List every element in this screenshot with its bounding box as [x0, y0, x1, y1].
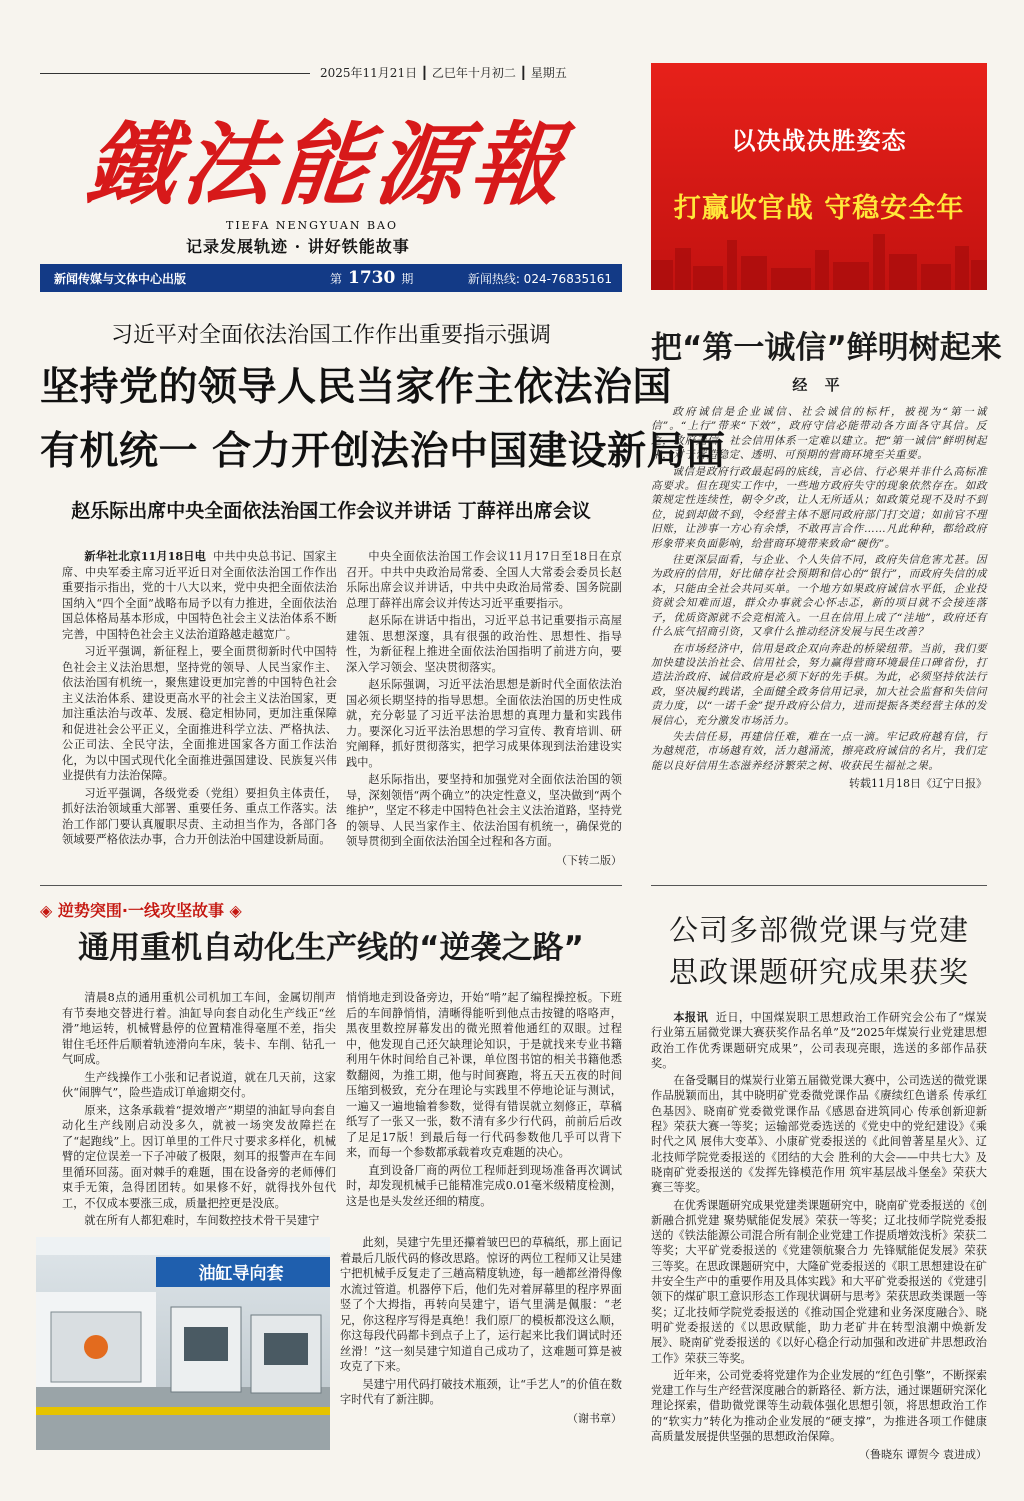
lead-kicker: 习近平对全面依法治国工作作出重要指示强调 — [110, 323, 551, 348]
feature-kicker: ◈ 逆势突围·一线攻坚故事 ◈ — [40, 901, 242, 920]
lead-column-2 — [346, 549, 622, 868]
feature-paragraph: 生产线操作工小张和记者说道，就在几天前，这家伙“闹脾气”，险些造成订单逾期交付。 — [62, 1070, 336, 1099]
jump-note: （下转二版） — [556, 853, 622, 867]
feature-paragraph: 悄悄地走到设备旁边，开始“啃”起了编程操控板。下班后的车间静悄悄，清晰得能听到他点击按键的咯咯声，黑夜里数控屏幕发出的微光照着他通红的双眼。过程中，他发现自己还欠缺理论知识，于是就找来专业书籍利用午休时间给自己补课，单位图书馆的相关书籍他悉数翻阅，为推工期，他与时间赛跑，将五天五夜的时间压缩到极致，充分在理论与实践里不停地论证与测试，一遍又一遍地输着参数，觉得有错误就立刻修正，草稿纸写了一张又一张，数不清有多少行代码，前前后后改了足足17版！到最后每一行代码参数他几乎可以背下来，而每一个参数都承载着攻克难题的决心。 — [346, 991, 622, 1159]
lead-title-line-1: 坚持党的领导人民当家作主依法治国 — [40, 365, 673, 410]
integrity-title: 把“第一诚信”鲜明树起来 — [651, 330, 1002, 366]
feature-title: 通用重机自动化生产线的“逆袭之路” — [78, 930, 584, 966]
integrity-paragraph: 失去信任易，再建信任难，难在一点一滴。牢记政府越有信，行为越规范，市场越有效，活力越涌流，擦亮政府诚信的名片，我们定能以良好信用生态滋养经济繁荣之树、收获民生福祉之果。 — [651, 730, 987, 772]
integrity-paragraph: 诚信是政府行政最起码的底线，言必信、行必果并非什么高标准高要求。但在现实工作中，一些地方政府失守的现象依然存在。如政策规定性连续性，朝令夕改，让人无所适从；如政策兑现不及时不到位，说到却做不到，令经营主体不愿同政府部门打交道；如前官不理旧账，让涉事一方心有余悸，不敢再言合作……凡此种种，都给政府形象带来负面影响，给营商环境带来致命“硬伤”。 — [651, 465, 987, 550]
masthead-slogan: 记录发展轨迹 · 讲好铁能故事 — [186, 237, 410, 256]
section-divider — [651, 885, 987, 886]
integrity-source: 转载11月18日《辽宁日报》 — [849, 777, 987, 791]
lead-subtitle: 赵乐际出席中央全面依法治国工作会议并讲话 丁薛祥出席会议 — [71, 500, 591, 522]
campaign-banner — [651, 63, 987, 290]
feature-column-1 — [62, 990, 336, 1229]
section-divider — [40, 885, 622, 886]
integrity-paragraph: 政府诚信是企业诚信、社会诚信的标杆，被视为“第一诚信”。“上行”带来“下效”，政府守信必能带动各方面各守其信。反之，政府无信，社会信用体系一定难以建立。把“第一诚信”鲜明树起来，对于营造稳定、透明、可预期的营商环境至关重要。 — [651, 406, 987, 462]
banner-line-1: 以决战决胜姿态 — [731, 127, 907, 155]
lead-paragraph: 赵乐际指出，要坚持和加强党对全面依法治国的领导，深刻领悟“两个确立”的决定性意义，坚决做到“两个维护”，坚定不移走中国特色社会主义法治道路，坚持党的领导、人民当家作主、依法治国有机统一，确保党的领导贯彻到全面依法治国全过程和各方面。 — [346, 773, 622, 848]
feature-paragraph: 原来，这条承载着“提效增产”期望的油缸导向套自动化生产线刚启动没多久，就被一场突发故障拦在了“起跑线”上。因订单里的工件尺寸要求多样化，机械臂的定位误差一下子冲破了极限，刻耳的报警声在车间里循环回荡。面对棘手的难题，围在设备旁的老师傅们束手无策，急得团团转。如果修不好，就得找外包代工，不仅成本要涨三成，质量把控更是没底。 — [62, 1103, 336, 1210]
award-title-line-2: 思政课题研究成果获奖 — [668, 955, 969, 989]
feature-paragraph: 直到设备厂商的两位工程师赶到现场准备再次调试时，却发现机械手已能精准完成0.01毫米级精度检测，这是也是头发丝还细的精度。 — [346, 1163, 622, 1208]
integrity-author: 经 平 — [792, 376, 846, 394]
award-title-line-1: 公司多部微党课与党建 — [668, 913, 969, 947]
issue-number: 第 1730 期 — [330, 268, 414, 288]
logo-pinyin: TIEFA NENGYUAN BAO — [226, 219, 399, 232]
award-body — [651, 1010, 987, 1462]
lead-paragraph: 中央全面依法治国工作会议11月17日至18日在京召开。中共中央政治局常委、全国人大常委会委员长赵乐际出席会议并讲话，中共中央政治局常委、国务院副总理丁薛祥出席会议并传达习近平重要指示。 — [346, 550, 622, 610]
feature-paragraph: 此刻，吴建宁先里还攥着皱巴巴的草稿纸，那上面记着最后几版代码的修改思路。惊讶的两位工程师又让吴建宁把机械手反复走了三趟高精度轨迹，每一趟都丝滑得像水流过管道。机器停下后，他们先对着屏幕里的程序界面竖了个大拇指，再转向吴建宁，语气里满是佩服：“老兄，你这程序写得是真绝！我们原厂的模板都没这么顺，你这每段代码都卡到点子上了，运行起来比我们调试时还丝滑！”这一刻吴建宁知道自己成功了，这难题可算是被攻克了下来。 — [340, 1236, 622, 1373]
skyline-graphic — [651, 220, 987, 290]
publisher: 新闻传媒与文体中心出版 — [54, 272, 187, 286]
dateline — [40, 64, 620, 80]
award-authors: （鲁晓东 谭贺今 袁进成） — [859, 1448, 987, 1462]
lead-paragraph: 赵乐际强调，习近平法治思想是新时代全面依法治国必须长期坚持的指导思想。全面依法治国的历史性成就，充分彰显了习近平法治思想的真理力量和实践伟力。要深化习近平法治思想的学习宣传、教育培训、研究阐释，抓好贯彻落实，把学习成果体现到法治建设实践中。 — [346, 678, 622, 769]
feature-paragraph: 清晨8点的通用重机公司机加工车间，金属切削声有节奏地交替进行着。油缸导向套自动化生产线正“丝滑”地运转，机械臂悬停的位置精准得毫厘不差，指尖钳住毛坯件后顺着轨迹滑向车床，装卡、车削、钻孔一气呵成。 — [62, 991, 336, 1066]
feature-column-2-continued — [340, 1235, 622, 1426]
award-paragraph: 近年来，公司党委将党建作为企业发展的“红色引擎”，不断探索党建工作与生产经营深度融合的新路径、新方法，通过课题研究深化理论探索，借助微党课等生动载体强化思想引领，将思想政治工作的“软实力”转化为推动企业发展的“硬支撑”，为推进各项工作健康高质量发展提供坚强的思想政治保障。 — [651, 1368, 987, 1444]
feature-paragraph: 就在所有人都犯难时，车间数控技术骨干吴建宁 — [84, 1214, 320, 1227]
award-paragraph: 在备受瞩目的煤炭行业第五届微党课大赛中，公司选送的微党课作品脱颖而出，其中晓明矿党委微党课作品《赓续红色谱系 传承红色基因》、晓南矿党委微党课作品《感恩奋进筑同心 传承创新迎新程》荣获大赛一等奖；运输部党委选送的《党史中的党纪建设》《乘时代之风 展伟大变革》、小康矿党委报送的《此间曾著星星火》、辽北技师学院党委报送的《团结的大会 胜利的大会——中共七大》及晓南矿党委报送的《发挥先锋模范作用 筑牢基层战斗堡垒》荣获大赛三等奖。 — [651, 1074, 987, 1195]
lead-title-line-2: 有机统一 合力开创法治中国建设新局面 — [40, 429, 726, 474]
integrity-paragraph: 往更深层面看，与企业、个人失信不同，政府失信危害尤甚。因为政府的信用，好比储存社会预期和信心的“银行”，而政府失信的成本，只能由全社会共同买单。一个地方如果政府诚信水平低，企业投资就会知难而退，群众办事就会心怀忐忑，新的项目就不会接连落子，优质资源就不会竞相流入。一旦在信用上成了“洼地”，政府还有什么底气招商引资，又拿什么推动经济发展与民生改善？ — [651, 554, 987, 639]
dateline-rule — [40, 73, 310, 74]
lead-column-1 — [62, 549, 337, 848]
newspaper-logo — [55, 108, 595, 218]
award-paragraph: 本报讯 近日，中国煤炭职工思想政治工作研究会公布了“煤炭行业第五届微党课大赛获奖作品名单”及“2025年煤炭行业党建思想政治工作优秀课题研究成果”，公司表现亮眼，选送的多部作品获奖。 — [651, 1010, 987, 1070]
award-paragraph: 在优秀课题研究成果党建类课题研究中，晓南矿党委报送的《创新融合抓党建 聚势赋能促发展》荣获一等奖；辽北技师学院党委报送的《铁法能源公司混合所有制企业党建工作提质增效浅析》荣获二等奖；大平矿党委报送的《党建领航聚合力 先锋赋能促发展》荣获三等奖。在思政课题研究中，大隆矿党委报送的《职工思想建设在矿井安全生产中的重要作用及具体实践》和大平矿党委报送的《党建引领下的煤矿职工意识形态工作现状调研与思考》荣获思政类课题一等奖；辽北技师学院党委报送的《推动国企党建和业务深度融合》、晓明矿党委报送的《以思政赋能，助力老矿井在转型浪潮中焕新发展》、晓南矿党委报送的《以好心稳企行动加强和改进矿井思想政治工作》荣获三等奖。 — [651, 1198, 987, 1365]
workshop-photo — [36, 1237, 330, 1450]
lead-paragraph: 习近平强调，新征程上，要全面贯彻新时代中国特色社会主义法治思想，坚持党的领导、人民当家作主、依法治国有机统一，聚焦建设更加完善的中国特色社会主义法治体系、建设更高水平的社会主义法治国家，更加注重法治与改革、发展、稳定相协同，更加注重保障和促进社会公平正义，全面推进科学立法、严格执法、公正司法、全民守法，全面推进国家各方面工作法治化，为以中国式现代化全面推进强国建设、民族复兴伟业提供有力法治保障。 — [62, 645, 337, 782]
feature-author: （谢书章） — [567, 1411, 622, 1425]
logo-text: 鐵法能源報 — [81, 112, 573, 218]
feature-column-2 — [346, 990, 622, 1209]
lead-paragraph: 赵乐际在讲话中指出，习近平总书记重要指示高屋建瓴、思想深邃，具有很强的政治性、思想性、指导性，为新征程上推进全面依法治国指明了前进方向，要深入学习领会、坚决贯彻落实。 — [346, 614, 622, 674]
date-text: 2025年11月21日 ┃ 乙巳年十月初二 ┃ 星期五 — [320, 66, 567, 80]
feature-paragraph: 吴建宁用代码打破技术瓶颈，让“手艺人”的价值在数字时代有了新注脚。 — [340, 1377, 622, 1406]
integrity-body — [651, 405, 987, 791]
integrity-paragraph: 在市场经济中，信用是政企双向奔赴的桥梁纽带。当前，我们要加快建设法治社会、信用社会，努力赢得营商环境最佳口碑省份，打造法治政府、诚信政府是必须下好的先手棋。为此，必须坚持依法行政，坚决履约践诺，全面健全政务信用记录，加大社会监督和失信问责力度，以“一诺千金”提升政府公信力，进而提振各类经营主体的发展信心，充分激发市场活力。 — [651, 642, 987, 727]
masthead-info-bar — [40, 264, 622, 292]
photo-sign: 油缸导向套 — [198, 1264, 284, 1284]
lead-paragraph: 习近平强调，各级党委（党组）要担负主体责任，抓好法治领域重大部署、重要任务、重点工作落实。法治工作部门要认真履职尽责、主动担当作为，各部门各领域要严格依法办事，合力开创法治中国建设新局面。 — [62, 786, 337, 846]
lead-paragraph: 新华社北京11月18日电 中共中央总书记、国家主席、中央军委主席习近平近日对全面依法治国工作作出重要指示指出，党的十八大以来，党中央把全面依法治国纳入“四个全面”战略布局予以有力推进，全面依法治国总体格局基本形成，中国特色社会主义法治体系不断完善，中国特色社会主义法治道路越走越宽广。 — [62, 549, 337, 641]
news-hotline: 新闻热线: 024-76835161 — [467, 272, 612, 286]
banner-line-2: 打赢收官战 守稳安全年 — [673, 193, 965, 224]
